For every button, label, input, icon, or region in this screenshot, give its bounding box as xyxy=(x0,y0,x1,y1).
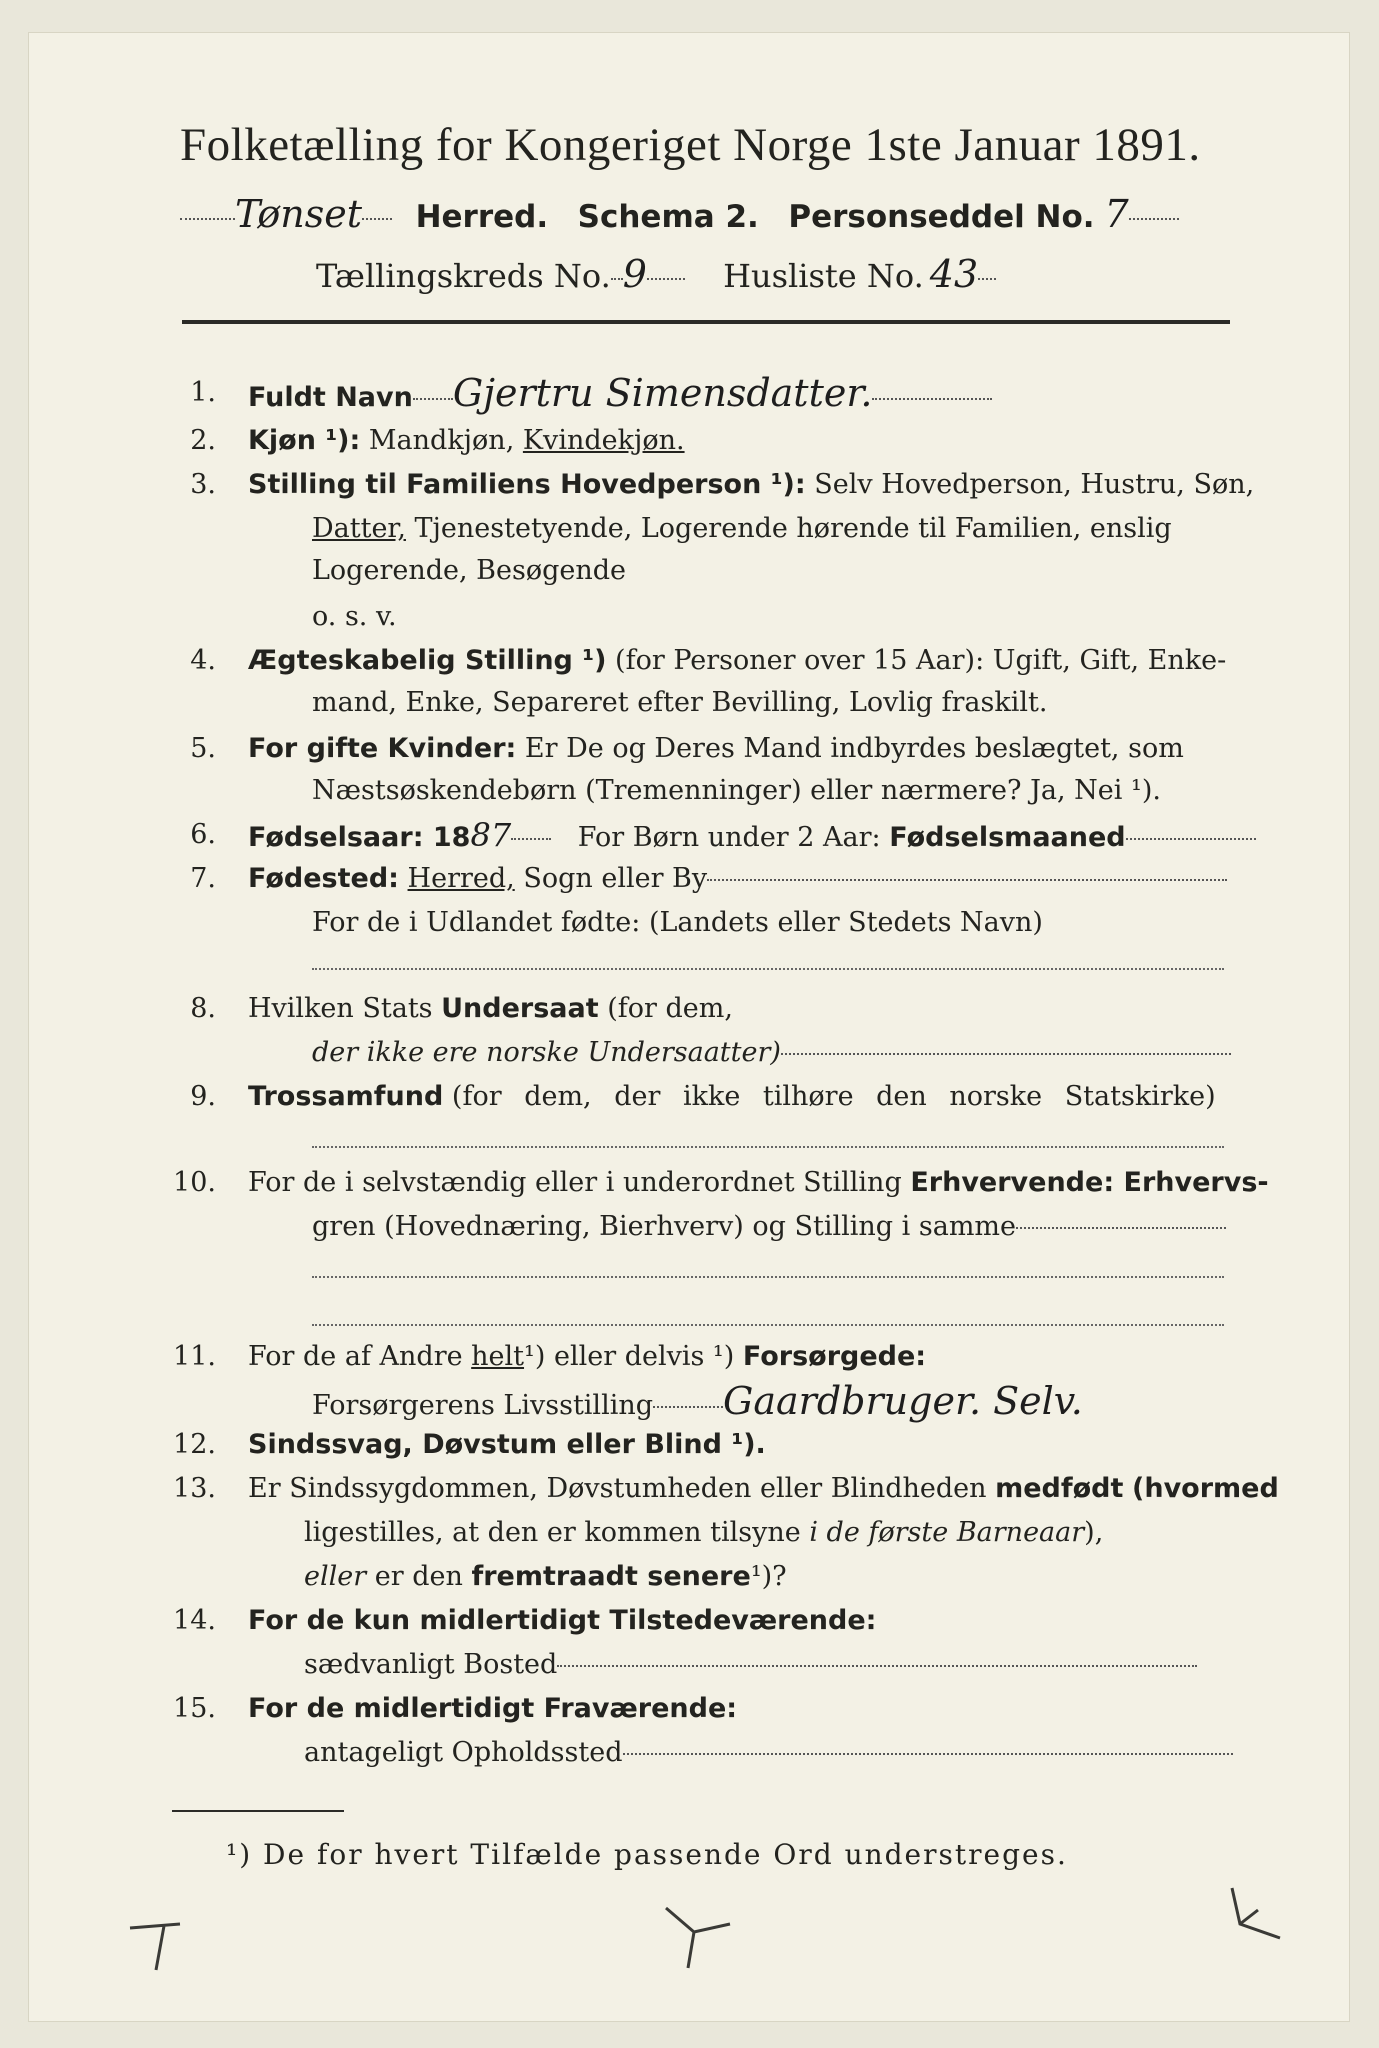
q1-name: 1. Fuldt Navn Gjertru Simensdatter. xyxy=(248,372,992,419)
supported-selected: helt xyxy=(471,1341,525,1372)
header-rule xyxy=(182,320,1230,324)
q9-faith: 9. Trossamfund (for dem, der ikke tilhøre den norske Statskirke) xyxy=(190,1081,1216,1112)
position-selected: Datter, xyxy=(312,513,406,544)
personseddel-label: Personseddel No. xyxy=(788,199,1095,235)
footnote: ¹) De for hvert Tilfælde passende Ord understreges. xyxy=(226,1838,1068,1871)
herred-line xyxy=(180,192,1179,236)
personseddel-value: 7 xyxy=(1104,192,1129,236)
q2-sex: 2. Kjøn ¹): Mandkjøn, Kvindekjøn. xyxy=(190,425,685,456)
pencil-mark-middle xyxy=(660,1900,750,1980)
q6-birth-year: 6. Fødselsaar: 1887 For Børn under 2 Aar: Fødselsmaaned xyxy=(248,814,1256,859)
herred-label: Herred. xyxy=(415,199,549,235)
q4-marital: 4. Ægteskabelig Stilling ¹) (for Personer over 15 Aar): Ugift, Gift, Enke- xyxy=(190,645,1227,676)
birthplace-selected: Herred, xyxy=(407,863,515,894)
form-title: Folketælling for Kongeriget Norge 1ste Januar 1891. xyxy=(180,119,1201,171)
sex-selected: Kvindekjøn. xyxy=(522,425,685,456)
pencil-mark-right xyxy=(1220,1880,1310,1960)
q7-answer-line xyxy=(312,968,1224,970)
pencil-mark-left xyxy=(120,1910,200,1980)
birth-year-value: 87 xyxy=(470,816,512,854)
herred-value: Tønset xyxy=(235,192,363,236)
footnote-rule xyxy=(172,1810,344,1812)
husliste-value: 43 xyxy=(929,252,979,296)
q10-answer-line-2 xyxy=(312,1324,1224,1326)
q10-answer-line-1 xyxy=(312,1276,1224,1278)
q14-temporary-present: 14. For de kun midlertidigt Tilstedeværende: xyxy=(173,1605,877,1636)
supporter-occupation-value: Gaardbruger. Selv. xyxy=(723,1379,1083,1423)
q12-disability: 12. Sindssvag, Døvstum eller Blind ¹). xyxy=(173,1429,766,1460)
schema-label: Schema 2. xyxy=(577,199,759,235)
kreds-line xyxy=(316,252,996,296)
name-value: Gjertru Simensdatter. xyxy=(452,371,873,415)
kreds-label: Tællingskreds No. xyxy=(316,257,611,295)
q3-position: 3. Stilling til Familiens Hovedperson ¹): Selv Hovedperson, Hustru, Søn, xyxy=(190,469,1255,500)
husliste-label: Husliste No. xyxy=(723,257,924,295)
q13-congenital: 13. Er Sindssygdommen, Døvstumheden eller Blindheden medfødt (hvormed xyxy=(173,1473,1279,1504)
kreds-value: 9 xyxy=(622,252,647,296)
q15-temporary-absent: 15. For de midlertidigt Fraværende: xyxy=(173,1693,738,1724)
q9-answer-line xyxy=(312,1146,1224,1148)
q8-citizenship: 8. Hvilken Stats Undersaat (for dem, xyxy=(190,993,733,1024)
q7-birthplace: 7. Fødested: Herred, Sogn eller By xyxy=(248,858,1227,900)
q11-supported: 11. For de af Andre helt¹) eller delvis ¹) Forsørgede: xyxy=(173,1341,927,1372)
q10-occupation: 10. For de i selvstændig eller i underordnet Stilling Erhvervende: Erhvervs- xyxy=(173,1167,1269,1198)
q5-married-women: 5. For gifte Kvinder: Er De og Deres Mand indbyrdes beslægtet, som xyxy=(190,733,1184,764)
